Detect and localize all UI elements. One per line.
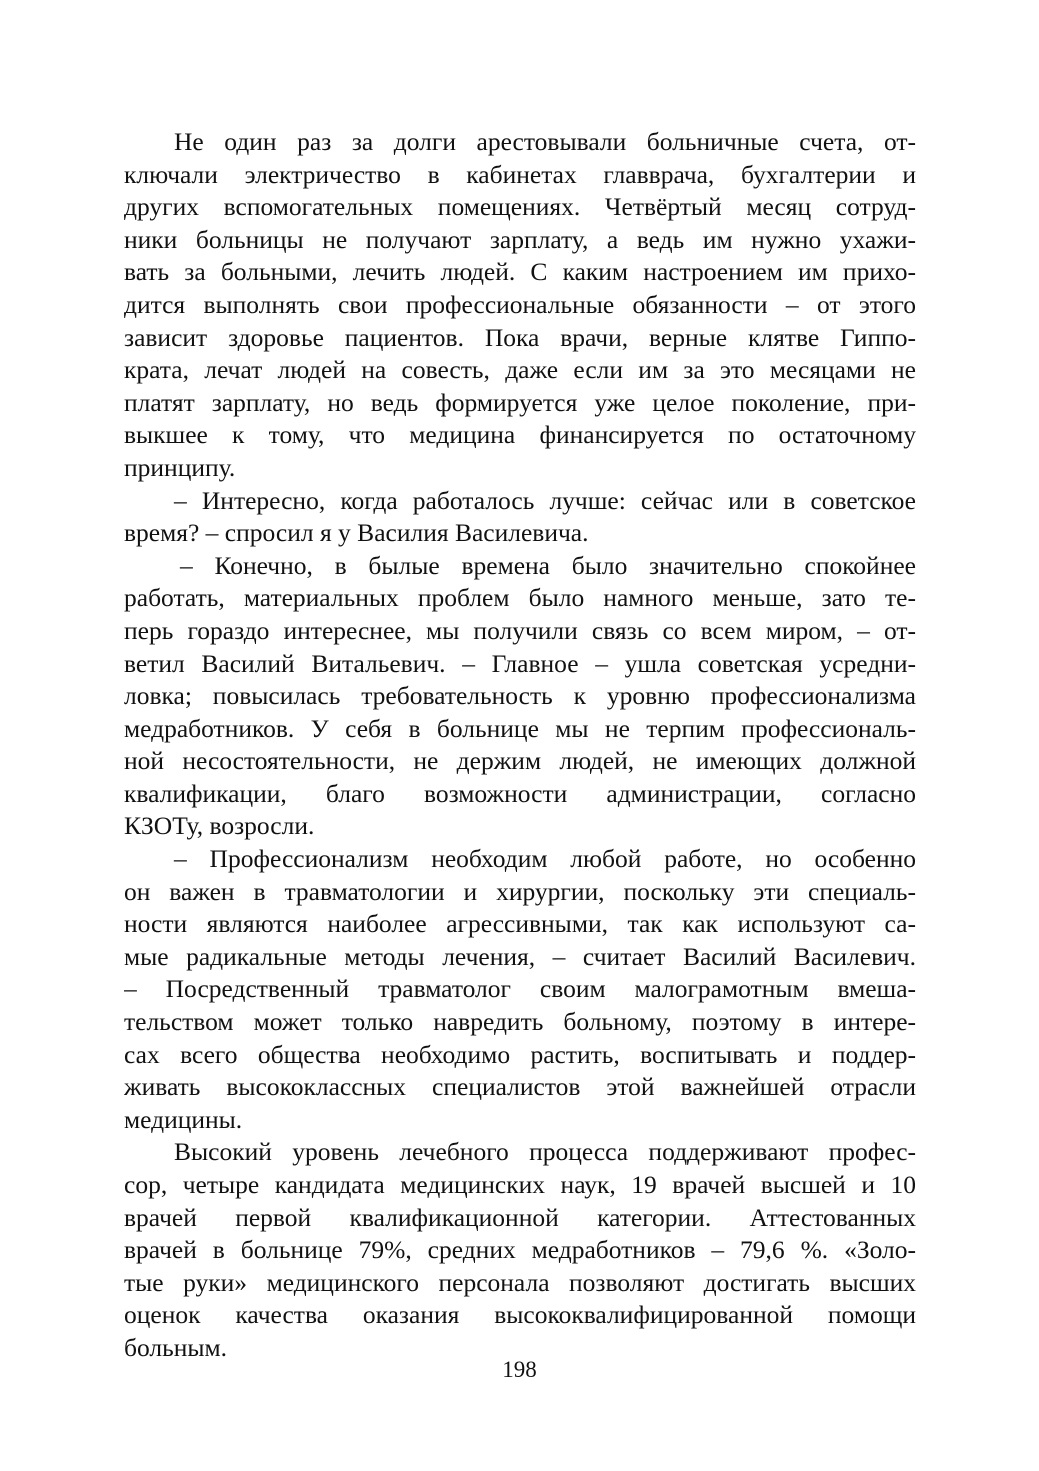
text-line: сор, четыре кандидата медицинских наук, 19 врачей высшей и 10 [124, 1170, 916, 1199]
text-line: КЗОТу, возросли. [124, 811, 315, 841]
text-line: квалификации, благо возможности администрации, согласно [124, 778, 916, 808]
text-line: принципу. [124, 452, 236, 482]
text-line: – Конечно, в былые времена было значительно спокойнее [180, 550, 916, 580]
text-line: мые радикальные методы лечения, – считает Василий Василевич. [124, 941, 916, 971]
text-line: сах всего общества необходимо растить, воспитывать и поддер- [124, 1039, 916, 1069]
text-line: ловка; повысилась требовательность к уровню профессионализма [124, 681, 916, 711]
text-line: вать за больными, лечить людей. С каким настроением им прихо- [124, 257, 916, 287]
text-line: перь гораздо интереснее, мы получили связь со всем миром, – от- [124, 615, 916, 645]
text-line: тые руки» медицинского персонала позволяют достигать высших [124, 1267, 916, 1297]
text-line: ности являются наиболее агрессивными, так как используют са- [124, 909, 916, 939]
text-line: других вспомогательных помещениях. Четвёртый месяц сотруд- [124, 192, 916, 222]
text-line: – Профессионализм необходим любой работе, но особенно [174, 844, 916, 874]
text-line: ветил Василий Витальевич. – Главное – ушла советская усредни- [124, 648, 916, 678]
text-line: он важен в травматологии и хирургии, поскольку эти специаль- [124, 876, 916, 906]
text-line: врачей в больнице 79%, средних медработников – 79,6 %. «Золо- [124, 1235, 916, 1265]
text-line: ключали электричество в кабинетах главврача, бухгалтерии и [124, 159, 916, 189]
text-line: Не один раз за долги арестовывали больничные счета, от- [174, 127, 916, 156]
text-line: медработников. У себя в больнице мы не терпим профессиональ- [124, 713, 916, 743]
text-line: Высокий уровень лечебного процесса поддерживают профес- [174, 1137, 916, 1167]
text-line: оценок качества оказания высококвалифицированной помощи [124, 1300, 916, 1330]
text-line: – Интересно, когда работалось лучше: сейчас или в советское [174, 485, 916, 515]
page-number: 198 [502, 1357, 537, 1382]
text-line: выкшее к тому, что медицина финансируется по остаточному [124, 420, 916, 450]
text-line: ники больницы не получают зарплату, а ведь им нужно ухажи- [124, 224, 916, 254]
text-line: тельством может только навредить больному, поэтому в интере- [124, 1007, 916, 1037]
text-line: – Посредственный травматолог своим малограмотным вмеша- [124, 974, 916, 1004]
text-line: врачей первой квалификационной категории. Аттестованных [124, 1202, 916, 1232]
text-line: работать, материальных проблем было намного меньше, зато те- [124, 583, 916, 613]
body-text [124, 126, 916, 1365]
text-line: дится выполнять свои профессиональные обязанности – от этого [124, 289, 916, 319]
text-line: крата, лечат людей на совесть, даже если им за это месяцами не [124, 355, 916, 385]
text-line: живать высококлассных специалистов этой важнейшей отрасли [124, 1072, 916, 1102]
text-line: время? – спросил я у Василия Василевича. [124, 518, 589, 548]
text-line: медицины. [124, 1104, 243, 1134]
text-line: больным. [124, 1332, 228, 1362]
text-line: ной несостоятельности, не держим людей, не имеющих должной [124, 746, 916, 776]
text-line: платят зарплату, но ведь формируется уже целое поколение, при- [124, 387, 916, 417]
text-line: зависит здоровье пациентов. Пока врачи, верные клятве Гиппо- [124, 322, 916, 352]
